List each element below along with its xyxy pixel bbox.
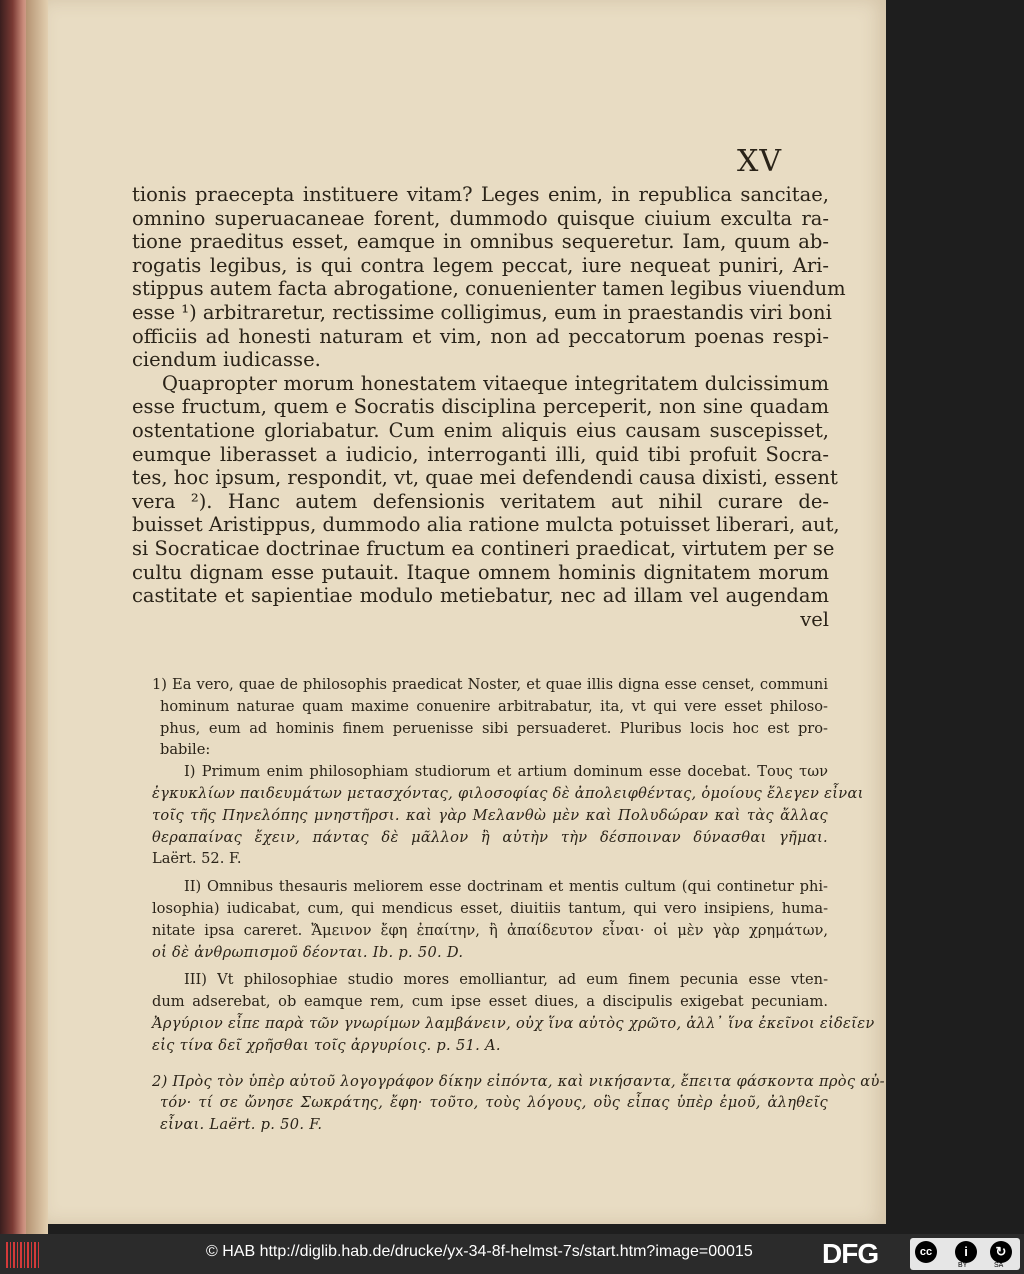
viewer-footer — [0, 1234, 1024, 1274]
body-line: cultu dignam esse putauit. Itaque omnem hominis dignitatem morum — [132, 560, 829, 584]
footnote-item-3-greek: εἰς τίνα δεῖ χρῆσθαι τοῖς ἀργυρίοις. p. 51. A. — [152, 1036, 501, 1054]
body-line: stippus autem facta abrogatione, conuenienter tamen legibus viuendum — [132, 277, 846, 301]
body-line: Quapropter morum honestatem vitaeque integritatem dulcissimum — [162, 371, 829, 395]
footnote-2-greek: 2) Πρὸς τὸν ὑπὲρ αὐτοῦ λογογράφον δίκην εἰπόντα, καὶ νικήσαντα, ἔπειτα φάσκοντα πρὸς αὐ- — [152, 1072, 885, 1090]
attribution-icon: i — [955, 1241, 977, 1263]
footnote-item-1-greek: τοῖς τῆς Πηνελόπης μνηστῆρσι. καὶ γὰρ Μελανθὼ μὲν καὶ Πολυδώραν καὶ τὰς ἄλλας — [152, 806, 828, 824]
scanned-page — [48, 0, 886, 1224]
body-line: ciendum iudicasse. — [132, 348, 321, 372]
body-line: esse fructum, quem e Socratis disciplina perceperit, non sine quadam — [132, 395, 829, 419]
body-line: esse ¹) arbitraretur, rectissime colligimus, eum in praestandis viri boni — [132, 300, 832, 324]
footnote-item-3-line: III) Vt philosophiae studio mores emolliantur, ad eum finem pecunia esse vten- — [184, 971, 828, 989]
body-line: vera ²). Hanc autem defensionis veritatem aut nihil curare de- — [132, 489, 829, 513]
cc-icon: cc — [915, 1241, 937, 1263]
footnote-item-2-line: nitate ipsa careret. Ἄμεινον ἔφη ἐπαίτην, ἢ ἀπαίδευτον εἶναι· οἱ μὲν γὰρ χρημάτων, — [152, 921, 828, 939]
footnote-item-3-line: dum adserebat, ob eamque rem, cum ipse esset diues, a discipulis exigebat pecuniam. — [152, 993, 828, 1011]
body-line: omnino superuacaneae forent, dummodo quisque ciuium exculta ra- — [132, 206, 829, 230]
body-line: eumque liberasset a iudicio, interroganti illi, quid tibi profuit Socra- — [132, 442, 829, 466]
dfg-logo: DFG — [822, 1238, 879, 1269]
footnote-item-1-greek: θεραπαίνας ἔχειν, πάντας δὲ μᾶλλον ἢ αὐτὴν τὴν δέσποιναν δύνασθαι γῆμαι. — [152, 828, 828, 846]
footnote-item-1-greek: ἐγκυκλίων παιδευμάτων μετασχόντας, φιλοσοφίας δὲ ἀπολειφθέντας, ὁμοίους ἔλεγεν εἶναι — [152, 784, 864, 802]
body-line: officiis ad honesti naturam et vim, non ad peccatorum poenas respi- — [132, 324, 829, 348]
body-line: tes, hoc ipsum, respondit, vt, quae mei defendendi causa dixisti, essent — [132, 466, 838, 490]
catchword: vel — [800, 607, 829, 631]
barcode-icon — [6, 1242, 40, 1268]
footnote-2-greek: εἶναι. Laërt. p. 50. F. — [160, 1116, 323, 1134]
body-text — [132, 183, 846, 631]
footnote-item-3-greek: Ἀργύριον εἶπε παρὰ τῶν γνωρίμων λαμβάνειν, οὐχ ἵνα αὐτὸς χρῶτο, ἀλλ᾽ ἵνα ἐκεῖνοι εἰδεῖεν — [152, 1014, 875, 1032]
page-number: XV — [736, 144, 782, 179]
footnote-2-greek: τόν· τί σε ὤνησε Σωκράτης, ἔφη· τοῦτο, τοὺς λόγους, οὓς εἶπας ὑπὲρ ἐμοῦ, ἀληθεῖς — [160, 1094, 828, 1112]
body-line: castitate et sapientiae modulo metiebatur, nec ad illam vel augendam — [132, 584, 829, 608]
footnote-item-2-line: II) Omnibus thesauris meliorem esse doctrinam et mentis cultum (qui continetur phi- — [184, 878, 828, 896]
body-line: rogatis legibus, is qui contra legem peccat, iure nequeat puniri, Ari- — [132, 253, 829, 277]
footnote-item-1-ref: Laërt. 52. F. — [152, 850, 242, 868]
body-line: si Socraticae doctrinae fructum ea contineri praedicat, virtutem per se — [132, 536, 835, 560]
footnote-1-line: 1) Ea vero, quae de philosophis praedicat Noster, et quae illis digna esse censet, communi — [152, 676, 828, 693]
source-credit-link[interactable]: © HAB http://diglib.hab.de/drucke/yx-34-8f-helmst-7s/start.htm?image=00015 — [206, 1243, 753, 1260]
share-alike-icon: ↻ — [990, 1241, 1012, 1263]
footnotes — [152, 674, 885, 1136]
footnote-1-line: phus, eum ad hominis finem peruenisse sibi persuaderet. Pluribus locis hoc est pro- — [160, 719, 828, 737]
sa-label: SA — [994, 1262, 1004, 1269]
footnote-item-1-line: I) Primum enim philosophiam studiorum et artium dominum esse docebat. Τους των — [184, 763, 828, 781]
by-label: BY — [958, 1262, 968, 1269]
footnote-item-2-line: losophia) iudicabat, cum, qui mendicus esset, diuitiis tantum, qui vero insipiens, huma- — [152, 899, 828, 917]
body-line: buisset Aristippus, dummodo alia ratione mulcta potuisset liberari, aut, — [132, 513, 840, 537]
body-line: ostentatione gloriabatur. Cum enim aliquis eius causam suscepisset, — [132, 418, 829, 442]
body-line: tionis praecepta instituere vitam? Leges enim, in republica sancitae, — [132, 183, 829, 206]
footnote-1-line: hominum naturae quam maxime conuenire arbitrabatur, ita, vt qui vere esset philoso- — [160, 697, 828, 715]
cc-license-badge[interactable] — [910, 1238, 1020, 1270]
footnote-item-2-greek: οἱ δὲ ἀνθρωπισμοῦ δέονται. Ib. p. 50. D. — [152, 943, 464, 961]
body-line: tione praeditus esset, eamque in omnibus sequeretur. Iam, quum ab- — [132, 230, 829, 254]
book-gutter — [26, 0, 48, 1234]
footnote-1-line: babile: — [160, 741, 211, 759]
